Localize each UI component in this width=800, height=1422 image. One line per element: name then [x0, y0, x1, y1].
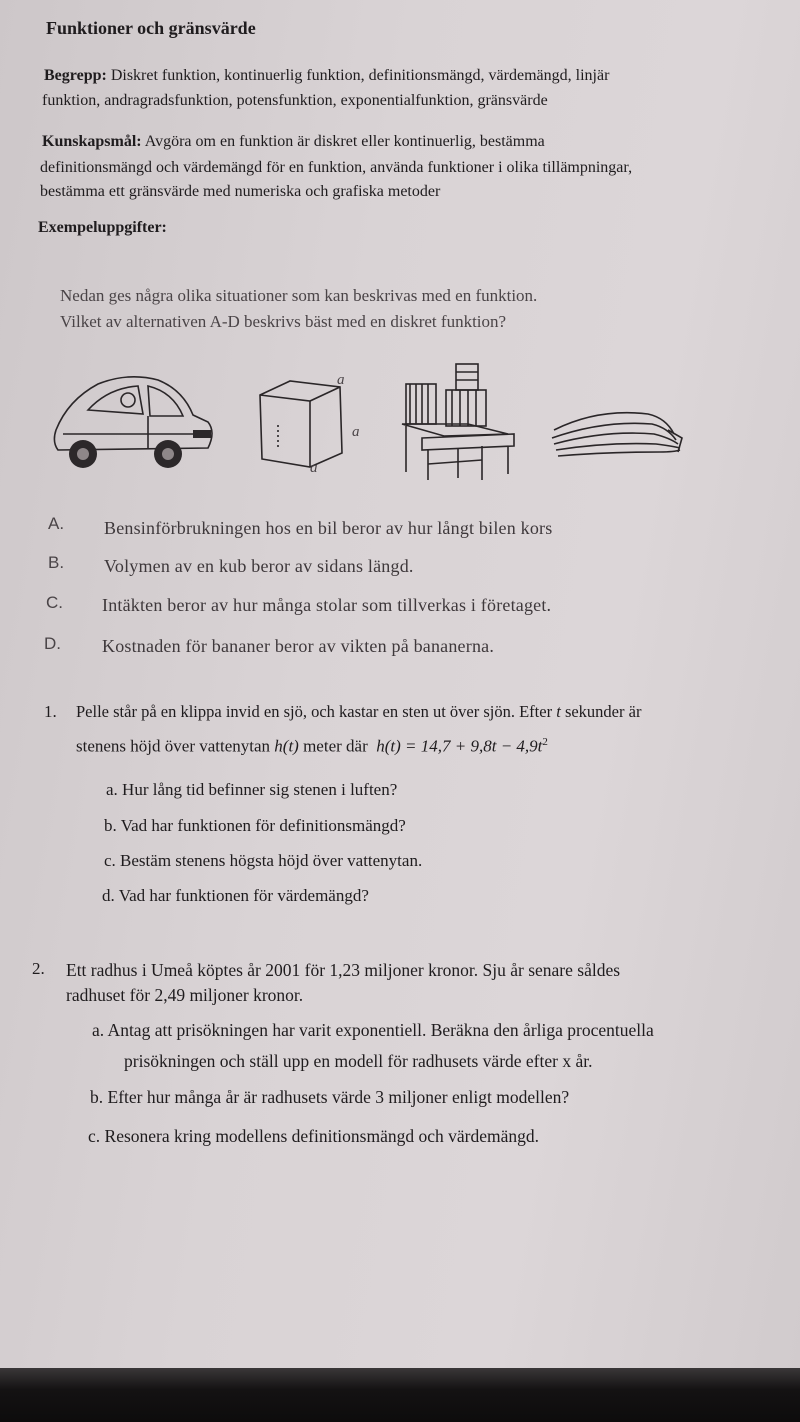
q1-line2-a: stenens höjd över vattenytan — [76, 736, 271, 756]
kunskapsmal-label: Kunskapsmål: — [42, 133, 142, 150]
q1-line1 — [76, 700, 641, 724]
option-d-text: Kostnaden för bananer beror av vikten på bananerna. — [102, 636, 495, 656]
option-b-letter: B. — [48, 553, 65, 572]
q1-formula-exponent: 2 — [542, 736, 548, 748]
q1-sub-b: b. Vad har funktionen för definitionsmängd? — [104, 816, 406, 835]
kunskapsmal-text-1: Avgöra om en funktion är diskret eller kontinuerlig, bestämma — [144, 133, 545, 150]
intro-line1: Nedan ges några olika situationer som kan beskrivas med en funktion. — [60, 286, 538, 305]
q1-line2-b: meter där — [303, 736, 368, 756]
q1-h-function: h(t) — [274, 736, 299, 756]
q1-line1-text: Pelle står på en klippa invid en sjö, och kastar en sten ut över sjön. Efter — [76, 702, 553, 721]
q2-sub-c: c. Resonera kring modellens definitionsmängd och värdemängd. — [88, 1126, 539, 1146]
begrepp-label: Begrepp: — [44, 67, 107, 84]
q2-sub-a-line1: a. Antag att prisökningen har varit exponentiell. Beräkna den årliga procentuella — [92, 1020, 654, 1040]
bananas-illustration — [548, 400, 688, 465]
q2-number: 2. — [32, 959, 45, 978]
cube-label-bottom: a — [310, 460, 318, 476]
q1-sub-d: d. Vad har funktionen för värdemängd? — [102, 886, 369, 905]
begrepp-text-1: Diskret funktion, kontinuerlig funktion, definitionsmängd, värdemängd, linjär — [110, 67, 610, 84]
begrepp-line1 — [44, 64, 609, 88]
intro-line2: Vilket av alternativen A-D beskrivs bäst med en diskret funktion? — [60, 312, 507, 331]
q1-number: 1. — [44, 702, 57, 721]
car-illustration — [48, 370, 218, 480]
q1-formula: h(t) = 14,7 + 9,8t − 4,9t — [376, 736, 543, 756]
q2-sub-a-line2: prisökningen och ställ upp en modell för radhusets värde efter x år. — [124, 1051, 593, 1071]
option-c-letter: C. — [46, 593, 63, 612]
option-a-text: Bensinförbrukningen hos en bil beror av hur långt bilen kors — [104, 518, 553, 538]
cube-label-top: a — [337, 372, 345, 388]
q1-sub-c: c. Bestäm stenens högsta höjd över vattenytan. — [104, 851, 423, 870]
q1-t-variable: t — [556, 702, 561, 721]
kunskapsmal-line2: definitionsmängd och värdemängd för en funktion, använda funktioner i olika tillämpningar, — [40, 159, 633, 176]
option-a-letter: A. — [48, 514, 65, 533]
q1-line1-end: sekunder är — [564, 702, 642, 721]
chairs-illustration — [398, 360, 523, 485]
q2-sub-b: b. Efter hur många år är radhusets värde 3 miljoner enligt modellen? — [90, 1087, 570, 1107]
q2-line2: radhuset för 2,49 miljoner kronor. — [66, 985, 304, 1005]
exempel-heading: Exempeluppgifter: — [38, 219, 167, 236]
cube-label-side: a — [352, 424, 360, 440]
q1-line2 — [76, 730, 548, 759]
q2-line1: Ett radhus i Umeå köptes år 2001 för 1,23 miljoner kronor. Sju år senare såldes — [66, 960, 621, 980]
option-d-letter: D. — [44, 634, 61, 653]
kunskapsmal-line3: bestämma ett gränsvärde med numeriska och grafiska metoder — [40, 183, 441, 200]
page-title: Funktioner och gränsvärde — [46, 18, 256, 38]
option-b-text: Volymen av en kub beror av sidans längd. — [104, 556, 414, 576]
begrepp-line2: funktion, andragradsfunktion, potensfunktion, exponentialfunktion, gränsvärde — [42, 92, 548, 109]
kunskapsmal-line1 — [42, 130, 545, 154]
q1-sub-a: a. Hur lång tid befinner sig stenen i luften? — [106, 780, 398, 799]
option-c-text: Intäkten beror av hur många stolar som tillverkas i företaget. — [102, 595, 552, 615]
bottom-surface — [0, 1368, 800, 1422]
